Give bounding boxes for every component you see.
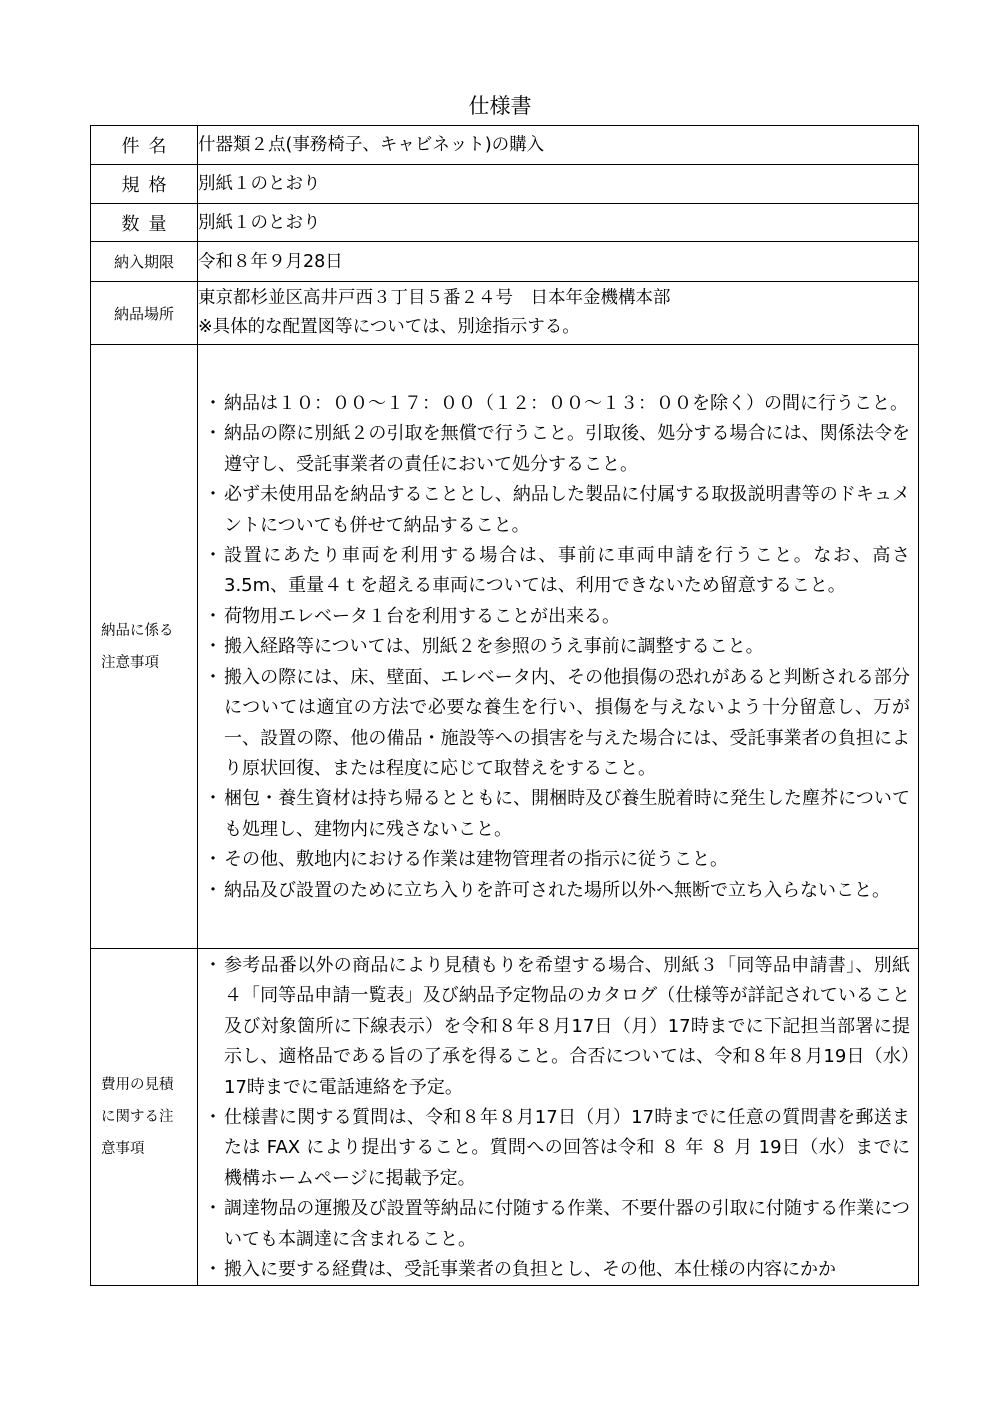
list-item: ・ 調達物品の運搬及び設置等納品に付随する作業、不要什器の引取に付随する作業についても本調達に含まれること。: [208, 1194, 910, 1255]
table-row: [91, 126, 919, 165]
row-label-delivery-notes: 納品に係る 注意事項: [91, 345, 198, 949]
list-item: ・ 納品は１０：００～１７：００（１２：００～１３：００を除く）の間に行うこと。: [208, 389, 910, 419]
row-value-deadline: 令和８年９月28日: [198, 242, 919, 282]
location-address: 東京都杉並区高井戸西３丁目５番２４号 日本年金機構本部: [198, 288, 671, 308]
row-value-cost-notes: [198, 949, 919, 1286]
table-row: [91, 165, 919, 204]
table-row: [91, 345, 919, 949]
list-item: ・ 仕様書に関する質問は、令和８年８月17日（月）17時までに任意の質問書を郵送または FAX により提出すること。質問への回答は令和 ８ 年 ８ 月 19日（水）までに機構ホームページに掲載予定。: [208, 1103, 910, 1194]
row-label-deadline: 納入期限: [91, 242, 198, 282]
row-label-name: 件名: [91, 126, 198, 165]
list-item: ・ その他、敷地内における作業は建物管理者の指示に従うこと。: [208, 845, 910, 875]
table-row: [91, 282, 919, 345]
list-item: ・ 参考品番以外の商品により見積もりを希望する場合、別紙３「同等品申請書」、別紙４「同等品申請一覧表」及び納品予定物品のカタログ（仕様等が詳記されていること及び対象箇所に下線表示）を令和８年８月17日（月）17時までに下記担当部署に提示し、適格品である旨の了承を得ること。合否については、令和８年８月19日（水）17時までに電話連絡を予定。: [208, 951, 910, 1103]
list-item: ・ 荷物用エレベータ１台を利用することが出来る。: [208, 602, 910, 632]
table-row: [91, 242, 919, 282]
row-value-location: [198, 282, 919, 345]
page-title: 仕様書: [468, 94, 532, 118]
row-label-quantity: 数量: [91, 204, 198, 242]
list-item: ・ 設置にあたり車両を利用する場合は、事前に車両申請を行うこと。なお、高さ3.5m、重量４ｔを超える車両については、利用できないため留意すること。: [208, 541, 910, 602]
cost-notes-list: [198, 949, 918, 1285]
location-note: ※具体的な配置図等については、別途指示する。: [198, 317, 580, 337]
row-value-name: 什器類２点(事務椅子、キャビネット)の購入: [198, 126, 919, 165]
row-value-spec: 別紙１のとおり: [198, 165, 919, 204]
table-row: [91, 204, 919, 242]
row-label-spec: 規格: [91, 165, 198, 204]
list-item: ・ 梱包・養生資材は持ち帰るとともに、開梱時及び養生脱着時に発生した塵芥についても処理し、建物内に残さないこと。: [208, 784, 910, 845]
table-row: [91, 949, 919, 1286]
list-item: ・ 納品の際に別紙２の引取を無償で行うこと。引取後、処分する場合には、関係法令を遵守し、受託事業者の責任において処分すること。: [208, 419, 910, 480]
row-label-cost-notes: 費用の見積 に関する注 意事項: [91, 949, 198, 1286]
list-item: ・ 搬入に要する経費は、受託事業者の負担とし、その他、本仕様の内容にかか: [208, 1255, 910, 1285]
list-item: ・ 搬入経路等については、別紙２を参照のうえ事前に調整すること。: [208, 632, 910, 662]
list-item: ・ 必ず未使用品を納品することとし、納品した製品に付属する取扱説明書等のドキュメントについても併せて納品すること。: [208, 480, 910, 541]
spec-table: [90, 125, 919, 1286]
row-label-location: 納品場所: [91, 282, 198, 345]
delivery-notes-list: [198, 387, 918, 906]
list-item: ・ 搬入の際には、床、壁面、エレベータ内、その他損傷の恐れがあると判断される部分については適宜の方法で必要な養生を行い、損傷を与えないよう十分留意し、万が一、設置の際、他の備品・施設等への損害を与えた場合には、受託事業者の負担により原状回復、または程度に応じて取替えをすること。: [208, 663, 910, 785]
row-value-quantity: 別紙１のとおり: [198, 204, 919, 242]
row-value-delivery-notes: [198, 345, 919, 949]
list-item: ・ 納品及び設置のために立ち入りを許可された場所以外へ無断で立ち入らないこと。: [208, 876, 910, 906]
